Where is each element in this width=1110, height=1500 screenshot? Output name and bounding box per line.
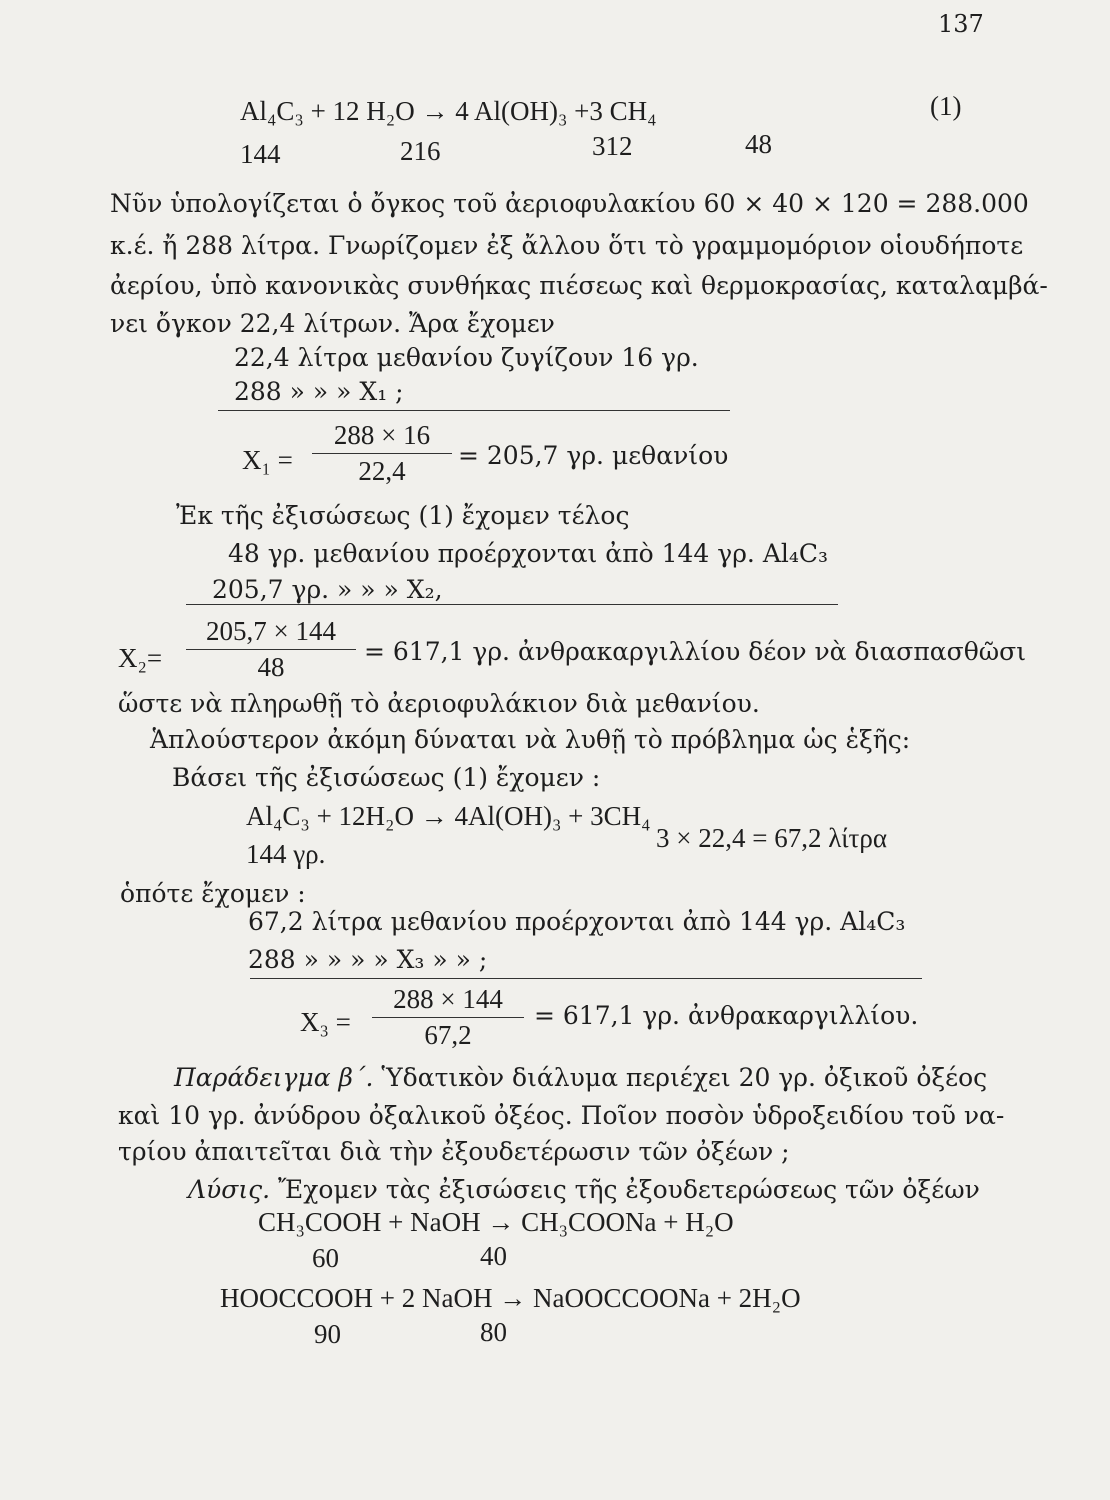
example-line-3: τρίου ἀπαιτεῖται διὰ τὴν ἐξουδετέρωσιν τῶν ὀξέων ; bbox=[118, 1137, 790, 1166]
proportion-1-fraction bbox=[312, 420, 452, 487]
proportion-2-fraction bbox=[186, 616, 356, 683]
proportion-2-lhs: X₂= bbox=[118, 643, 163, 673]
proportion-1-rule bbox=[218, 410, 730, 411]
example-text-1: Ὑδατικὸν διάλυμα περιέχει 20 γρ. ὀξικοῦ ὀξέος bbox=[381, 1063, 988, 1092]
proportion-2-row-2: 205,7 γρ. » » » X₂, bbox=[212, 575, 443, 604]
proportion-3-row-1: 67,2 λίτρα μεθανίου προέρχονται ἀπὸ 144 γρ. Al₄C₃ bbox=[248, 907, 906, 936]
solution-text-1: Ἔχομεν τὰς ἐξισώσεις τῆς ἐξουδετερώσεως τῶν ὀξέων bbox=[278, 1175, 980, 1204]
paragraph-3-line-3: Βάσει τῆς ἐξισώσεως (1) ἔχομεν : bbox=[172, 763, 601, 792]
equation-1-mass-al4c3: 144 bbox=[240, 139, 281, 169]
paragraph-1-line-2: κ.έ. ἤ 288 λίτρα. Γνωρίζομεν ἐξ ἄλλου ὅτι τὸ γραμμομόριον οἱουδήποτε bbox=[110, 231, 1024, 260]
paragraph-2-line-1: Ἐκ τῆς ἐξισώσεως (1) ἔχομεν τέλος bbox=[176, 501, 630, 530]
proportion-2-numerator: 205,7 × 144 bbox=[186, 616, 356, 650]
proportion-2-row-1: 48 γρ. μεθανίου προέρχονται ἀπὸ 144 γρ. Al₄C₃ bbox=[228, 539, 829, 568]
paragraph-3-line-1: ὥστε νὰ πληρωθῇ τὸ ἀεριοφυλάκιον διὰ μεθανίου. bbox=[118, 689, 760, 718]
equation-4: HOOCCOOH + 2 NaOH → NaOOCCOONa + 2H₂O bbox=[220, 1283, 801, 1313]
proportion-3-row-2: 288 » » » » X₃ » » ; bbox=[248, 945, 488, 974]
equation-3: CH₃COOH + NaOH → CH₃COONa + H₂O bbox=[258, 1207, 734, 1237]
proportion-3-rule bbox=[250, 978, 922, 979]
example-line-1 bbox=[174, 1062, 987, 1094]
proportion-1-lhs: X₁ = bbox=[242, 445, 293, 475]
proportion-1-numerator: 288 × 16 bbox=[312, 420, 452, 454]
solution-label: Λύσις. bbox=[188, 1175, 271, 1204]
equation-3-mass-2: 40 bbox=[480, 1241, 507, 1271]
proportion-2-denominator: 48 bbox=[257, 652, 285, 682]
proportion-3-lhs: X₃ = bbox=[300, 1007, 351, 1037]
equation-2: Al₄C₃ + 12H₂O → 4Al(OH)₃ + 3CH₄ bbox=[246, 801, 651, 831]
equation-2-left-value: 144 γρ. bbox=[246, 839, 326, 869]
proportion-3-numerator: 288 × 144 bbox=[372, 984, 524, 1018]
proportion-3-fraction bbox=[372, 984, 524, 1051]
example-label: Παράδειγμα β΄. bbox=[174, 1063, 374, 1092]
equation-1-mass-aloh3: 312 bbox=[592, 131, 633, 161]
equation-1-mass-h2o: 216 bbox=[400, 136, 441, 166]
equation-1-label: (1) bbox=[930, 91, 962, 121]
page-number: 137 bbox=[938, 10, 984, 38]
paragraph-4-line-1: ὁπότε ἔχομεν : bbox=[120, 879, 306, 908]
paragraph-1-line-1: Νῦν ὑπολογίζεται ὁ ὄγκος τοῦ ἀεριοφυλακίου 60 × 40 × 120 = 288.000 bbox=[110, 189, 1029, 218]
example-line-2: καὶ 10 γρ. ἀνύδρου ὀξαλικοῦ ὀξέος. Ποῖον ποσὸν ὑδροξειδίου τοῦ να- bbox=[118, 1101, 1005, 1130]
equation-4-mass-2: 80 bbox=[480, 1317, 507, 1347]
equation-1: Al₄C₃ + 12 H₂O → 4 Al(OH)₃ +3 CH₄ bbox=[240, 96, 657, 126]
proportion-1-row-1: 22,4 λίτρα μεθανίου ζυγίζουν 16 γρ. bbox=[234, 343, 699, 372]
proportion-3-result: = 617,1 γρ. ἀνθρακαργιλλίου. bbox=[534, 1001, 919, 1030]
paragraph-1-line-3: ἀερίου, ὑπὸ κανονικὰς συνθήκας πιέσεως καὶ θερμοκρασίας, καταλαμβά- bbox=[110, 271, 1048, 300]
proportion-2-result: = 617,1 γρ. ἀνθρακαργιλλίου δέον νὰ διασπασθῶσι bbox=[364, 637, 1026, 666]
proportion-2-rule bbox=[186, 604, 838, 605]
proportion-1-row-2: 288 » » » X₁ ; bbox=[234, 377, 404, 406]
equation-4-mass-1: 90 bbox=[314, 1319, 341, 1349]
equation-3-mass-1: 60 bbox=[312, 1243, 339, 1273]
equation-2-right-value: 3 × 22,4 = 67,2 λίτρα bbox=[656, 823, 888, 853]
proportion-1-denominator: 22,4 bbox=[358, 456, 406, 486]
proportion-1-result: = 205,7 γρ. μεθανίου bbox=[458, 441, 729, 470]
proportion-3-denominator: 67,2 bbox=[424, 1020, 472, 1050]
equation-1-mass-ch4: 48 bbox=[745, 129, 772, 159]
solution-line-1 bbox=[188, 1174, 980, 1206]
paragraph-3-line-2: Ἁπλούστερον ἀκόμη δύναται νὰ λυθῇ τὸ πρόβλημα ὡς ἑξῆς: bbox=[150, 725, 911, 754]
paragraph-1-line-4: νει ὄγκον 22,4 λίτρων. Ἄρα ἔχομεν bbox=[110, 309, 555, 338]
